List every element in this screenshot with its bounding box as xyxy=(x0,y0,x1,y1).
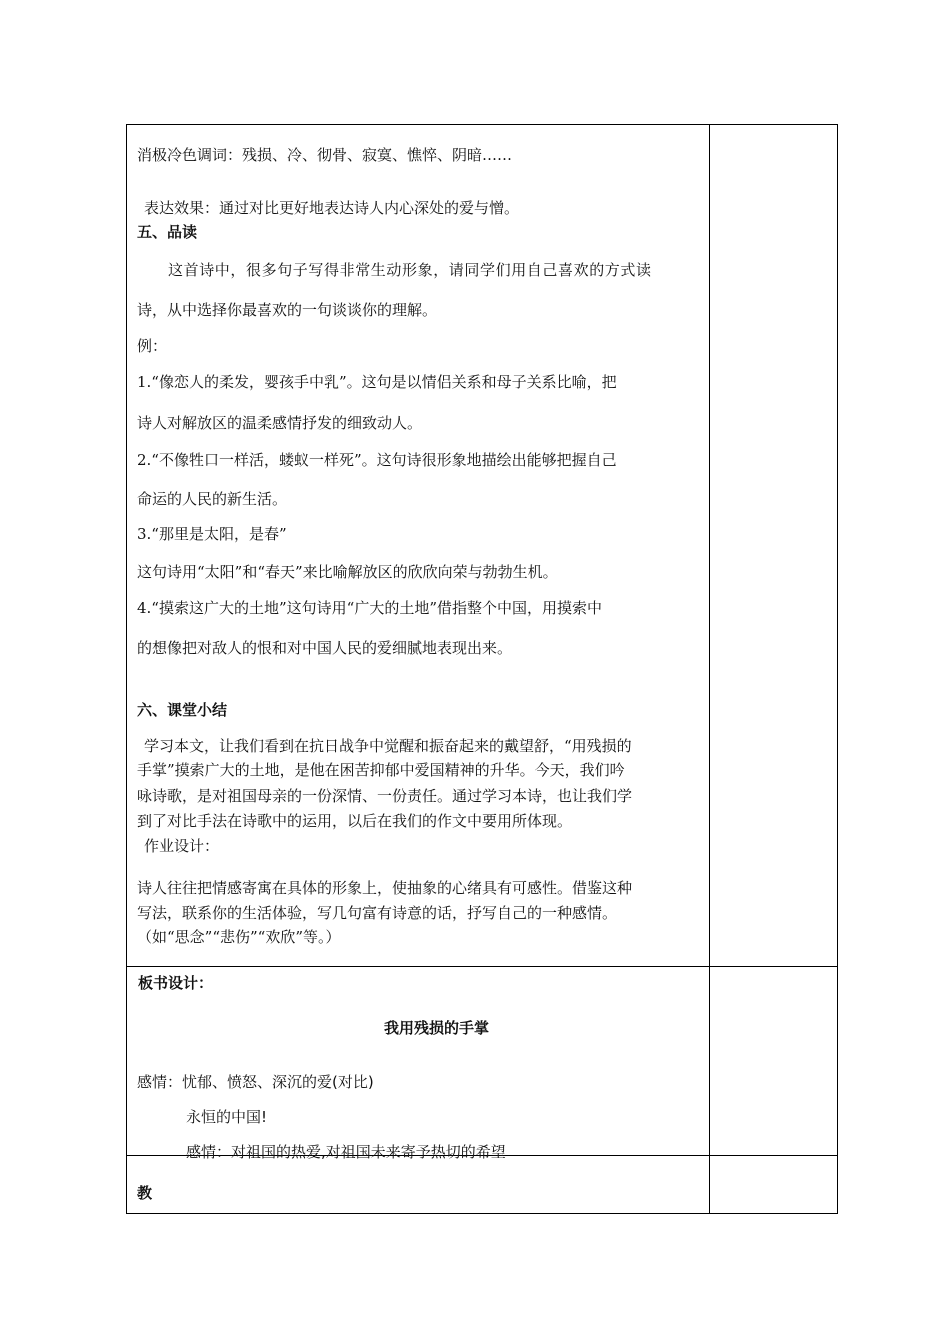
section-five-intro-line2: 诗，从中选择你最喜欢的一句谈谈你的理解。 xyxy=(137,301,438,319)
lesson-table xyxy=(126,124,838,1214)
homework-line1: 诗人往往把情感寄寓在具体的形象上，使抽象的心绪具有可感性。借鉴这种 xyxy=(137,879,633,897)
example-item-3-line2: 这句诗用“太阳”和“春天”来比喻解放区的欣欣向荣与勃勃生机。 xyxy=(137,563,558,581)
summary-line3: 咏诗歌，是对祖国母亲的一份深情、一份责任。通过学习本诗，也让我们学 xyxy=(137,787,633,805)
section-six-heading: 六、课堂小结 xyxy=(137,701,228,719)
homework-label: 作业设计： xyxy=(144,837,220,855)
board-line-emotion-hope: 感情：对祖国的热爱,对祖国未来寄予热切的希望 xyxy=(186,1143,506,1161)
column-divider xyxy=(709,125,710,1214)
summary-line1: 学习本文，让我们看到在抗日战争中觉醒和振奋起来的戴望舒，“用残损的 xyxy=(144,737,632,755)
board-design-label: 板书设计： xyxy=(138,974,214,992)
section-five-heading: 五、品读 xyxy=(137,223,198,241)
negative-words-line: 消极冷色调词：残损、冷、彻骨、寂寞、憔悴、阴暗…… xyxy=(137,146,513,164)
example-item-1-line2: 诗人对解放区的温柔感情抒发的细致动人。 xyxy=(137,414,423,432)
example-label: 例： xyxy=(137,337,168,355)
last-row-label: 教 xyxy=(137,1184,153,1202)
expression-effect-line: 表达效果：通过对比更好地表达诗人内心深处的爱与憎。 xyxy=(144,199,520,217)
summary-line4: 到了对比手法在诗歌中的运用，以后在我们的作文中要用所体现。 xyxy=(137,812,573,830)
section-five-intro-line1: 这首诗中，很多句子写得非常生动形象，请同学们用自己喜欢的方式读 xyxy=(168,261,652,279)
example-item-1-line1: 1.“像恋人的柔发，婴孩手中乳”。这句是以情侣关系和母子关系比喻，把 xyxy=(137,373,617,391)
example-item-2-line2: 命运的人民的新生活。 xyxy=(137,490,288,508)
example-item-3-line1: 3.“那里是太阳，是春” xyxy=(137,525,287,543)
summary-line2: 手掌”摸索广大的土地，是他在困苦抑郁中爱国精神的升华。今天，我们吟 xyxy=(137,761,625,779)
example-item-2-line1: 2.“不像牲口一样活，蝼蚁一样死”。这句诗很形象地描绘出能够把握自己 xyxy=(137,451,617,469)
example-item-4-line2: 的想像把对敌人的恨和对中国人民的爱细腻地表现出来。 xyxy=(137,639,513,657)
example-item-4-line1: 4.“摸索这广大的土地”这句诗用“广大的土地”借指整个中国，用摸索中 xyxy=(137,599,602,617)
board-design-title: 我用残损的手掌 xyxy=(384,1019,490,1037)
homework-line3: （如“思念”“悲伤”“欢欣”等。） xyxy=(137,928,341,946)
row-divider xyxy=(127,966,838,967)
board-line-emotion-contrast: 感情：忧郁、愤怒、深沉的爱(对比) xyxy=(137,1073,374,1091)
board-line-eternal-china: 永恒的中国! xyxy=(186,1108,268,1126)
homework-line2: 写法，联系你的生活体验，写几句富有诗意的话，抒写自己的一种感情。 xyxy=(137,904,618,922)
